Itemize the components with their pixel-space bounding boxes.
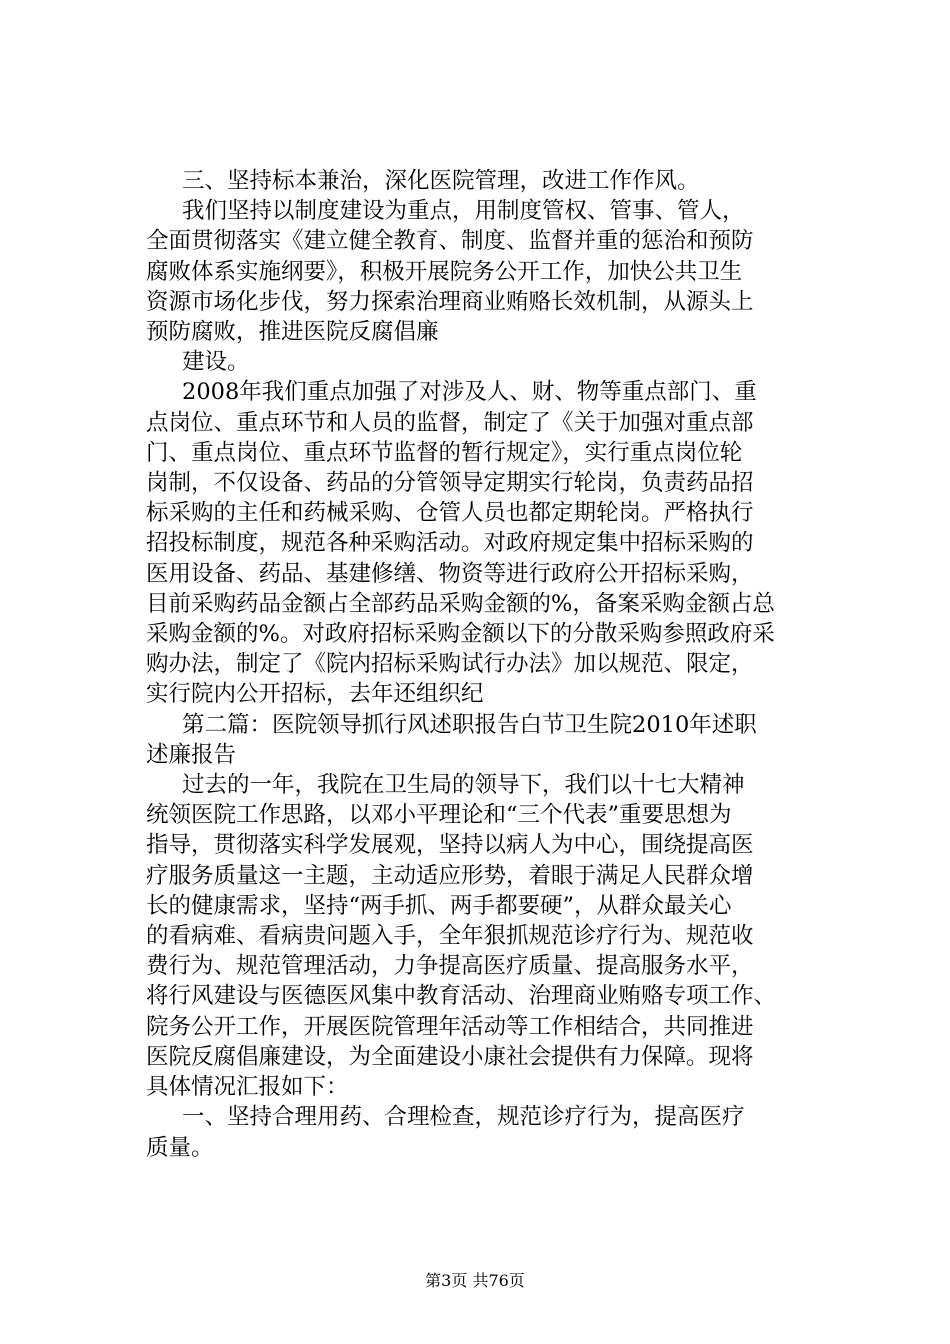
text-line: 点岗位、重点环节和人员的监督，制定了《关于加强对重点部 bbox=[146, 409, 754, 436]
text-line: 述廉报告 bbox=[146, 741, 237, 768]
document-body bbox=[146, 166, 836, 1163]
text-line: 预防腐败，推进医院反腐倡廉 bbox=[146, 319, 439, 346]
text-line: 指导，贯彻落实科学发展观，坚持以病人为中心，围绕提高医 bbox=[146, 832, 754, 859]
page-footer: 第3页 共76页 bbox=[425, 1271, 525, 1290]
text-line: 医院反腐倡廉建设，为全面建设小康社会提供有力保障。现将 bbox=[146, 1043, 754, 1070]
text-line: 具体情况汇报如下： bbox=[146, 1074, 349, 1101]
text-line: 腐败体系实施纲要》，积极开展院务公开工作，加快公共卫生 bbox=[146, 258, 743, 285]
text-line: 长的健康需求，坚持“两手抓、两手都要硬”，从群众最关心 bbox=[146, 892, 732, 919]
text-line: 标采购的主任和药械采购、仓管人员也都定期轮岗。严格执行 bbox=[146, 500, 754, 527]
text-line: 采购金额的%。对政府招标采购金额以下的分散采购参照政府采 bbox=[146, 621, 775, 648]
text-line: 资源市场化步伐，努力探索治理商业贿赂长效机制，从源头上 bbox=[146, 288, 754, 315]
text-line: 院务公开工作，开展医院管理年活动等工作相结合，共同推进 bbox=[146, 1013, 754, 1040]
text-line: 岗制，不仅设备、药品的分管领导定期实行轮岗，负责药品招 bbox=[146, 470, 754, 497]
text-line: 的看病难、看病贵问题入手，全年狠抓规范诊疗行为、规范收 bbox=[146, 923, 754, 950]
text-line: 统领医院工作思路，以邓小平理论和“三个代表”重要思想为 bbox=[146, 802, 732, 829]
text-line: 三、坚持标本兼治，深化医院管理，改进工作作风。 bbox=[182, 168, 700, 194]
text-line: 医用设备、药品、基建修缮、物资等进行政府公开招标采购， bbox=[146, 560, 754, 587]
text-line: 目前采购药品金额占全部药品采购金额的%，备案采购金额占总 bbox=[146, 590, 775, 617]
text-line: 第二篇：医院领导抓行风述职报告白节卫生院2010年述职 bbox=[182, 711, 757, 738]
text-line: 费行为、规范管理活动，力争提高医疗质量、提高服务水平， bbox=[146, 953, 754, 980]
text-line: 一、坚持合理用药、合理检查，规范诊疗行为，提高医疗 bbox=[182, 1104, 745, 1131]
text-line: 建设。 bbox=[182, 349, 250, 376]
text-line: 全面贯彻落实《建立健全教育、制度、监督并重的惩治和预防 bbox=[146, 228, 754, 255]
text-line: 我们坚持以制度建设为重点，用制度管权、管事、管人， bbox=[182, 198, 745, 225]
text-line: 疗服务质量这一主题，主动适应形势，着眼于满足人民群众增 bbox=[146, 862, 754, 889]
text-line: 购办法，制定了《院内招标采购试行办法》加以规范、限定， bbox=[146, 651, 754, 678]
text-line: 2008年我们重点加强了对涉及人、财、物等重点部门、重 bbox=[182, 379, 757, 406]
text-line: 质量。 bbox=[146, 1134, 214, 1161]
text-line: 实行院内公开招标，去年还组织纪 bbox=[146, 681, 484, 708]
text-line: 将行风建设与医德医风集中教育活动、治理商业贿赂专项工作、 bbox=[146, 983, 777, 1010]
text-line: 过去的一年，我院在卫生局的领导下，我们以十七大精神 bbox=[182, 772, 745, 799]
text-line: 门、重点岗位、重点环节监督的暂行规定》，实行重点岗位轮 bbox=[146, 439, 743, 466]
text-line: 招投标制度，规范各种采购活动。对政府规定集中招标采购的 bbox=[146, 530, 754, 557]
